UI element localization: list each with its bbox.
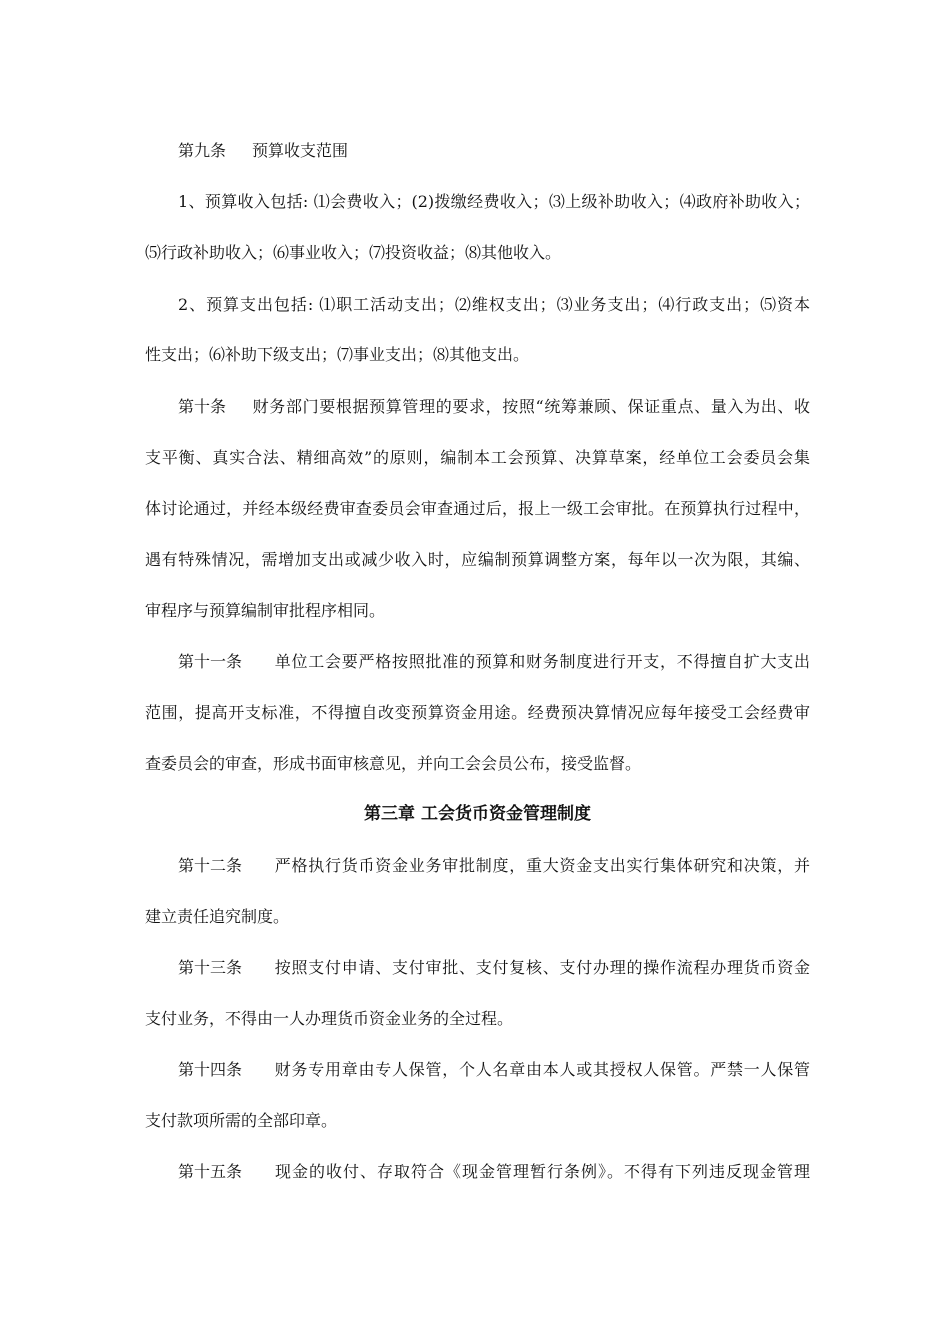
article-11-line-3: 查委员会的审查，形成书面审核意见，并向工会会员公布，接受监督。	[145, 754, 642, 773]
article-12-text-1: 严格执行货币资金业务审批制度，重大资金支出实行集体研究和决策，并	[274, 856, 810, 875]
article-14-line-2: 支付款项所需的全部印章。	[145, 1111, 338, 1130]
article-14-text-1: 财务专用章由专人保管，个人名章由本人或其授权人保管。严禁一人保管	[274, 1060, 810, 1079]
article-10-label: 第十条	[178, 397, 227, 416]
article-10-line-5: 审程序与预算编制审批程序相同。	[145, 601, 386, 620]
article-10-line-1	[178, 397, 810, 417]
article-13-line-2: 支付业务，不得由一人办理货币资金业务的全过程。	[145, 1009, 514, 1028]
article-10-line-4: 遇有特殊情况，需增加支出或减少收入时，应编制预算调整方案，每年以一次为限，其编、	[145, 550, 810, 569]
article-10-line-2: 支平衡、真实合法、精细高效”的原则，编制本工会预算、决算草案，经单位工会委员会集	[145, 448, 810, 467]
article-15-label: 第十五条	[178, 1162, 243, 1181]
chapter-3-title: 第三章 工会货币资金管理制度	[364, 804, 591, 824]
article-9-title: 预算收支范围	[252, 141, 349, 160]
article-9-income-line-1: 1、预算收入包括: ⑴会费收入；(2)拨缴经费收入；⑶上级补助收入；⑷政府补助收入；	[178, 192, 810, 211]
article-9-label: 第九条	[178, 141, 227, 160]
article-15-line-1	[178, 1162, 810, 1182]
article-12-label: 第十二条	[178, 856, 243, 875]
article-12-line-2: 建立责任追究制度。	[145, 907, 290, 926]
article-10-text-1: 财务部门要根据预算管理的要求，按照“统筹兼顾、保证重点、量入为出、收	[252, 397, 810, 416]
article-14-label: 第十四条	[178, 1060, 243, 1079]
article-13-line-1	[178, 958, 810, 978]
article-13-label: 第十三条	[178, 958, 243, 977]
article-11-label: 第十一条	[178, 652, 243, 671]
article-9-heading	[178, 141, 810, 161]
article-10-line-3: 体讨论通过，并经本级经费审查委员会审查通过后，报上一级工会审批。在预算执行过程中，	[145, 499, 810, 518]
article-13-text-1: 按照支付申请、支付审批、支付复核、支付办理的操作流程办理货币资金	[274, 958, 810, 977]
article-9-expense-line-2: 性支出；⑹补助下级支出；⑺事业支出；⑻其他支出。	[145, 345, 530, 364]
article-11-line-2: 范围，提高开支标准，不得擅自改变预算资金用途。经费预决算情况应每年接受工会经费审	[145, 703, 810, 722]
article-12-line-1	[178, 856, 810, 876]
article-14-line-1	[178, 1060, 810, 1080]
article-11-line-1	[178, 652, 810, 672]
article-9-income-line-2: ⑸行政补助收入；⑹事业收入；⑺投资收益；⑻其他收入。	[145, 243, 562, 262]
article-15-text-1: 现金的收付、存取符合《现金管理暂行条例》。不得有下列违反现金管理	[274, 1162, 810, 1181]
article-9-expense-line-1: 2、预算支出包括: ⑴职工活动支出；⑵维权支出；⑶业务支出；⑷行政支出；⑸资本	[178, 295, 810, 314]
article-11-text-1: 单位工会要严格按照批准的预算和财务制度进行开支，不得擅自扩大支出	[274, 652, 810, 671]
